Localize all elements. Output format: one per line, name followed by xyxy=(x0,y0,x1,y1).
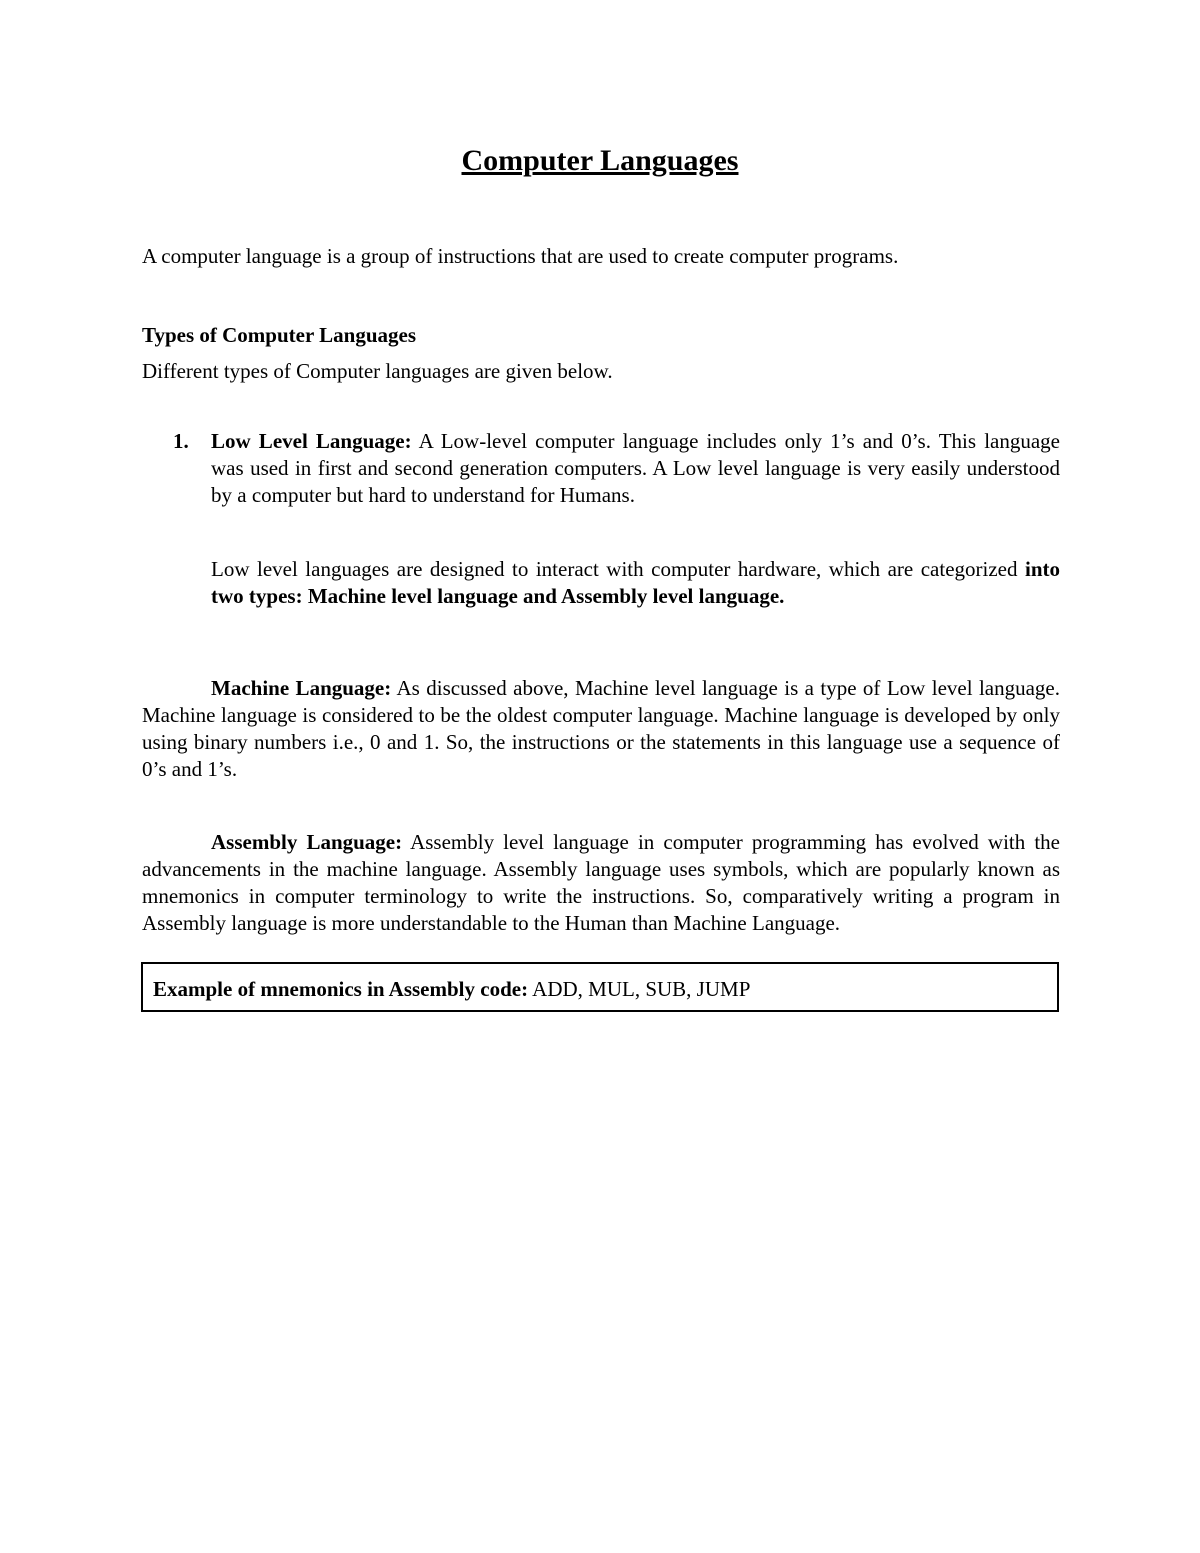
assembly-language-paragraph xyxy=(142,829,1060,937)
section-heading: Types of Computer Languages xyxy=(142,323,416,347)
example-box xyxy=(141,962,1059,1012)
machine-language-label: Machine Language: xyxy=(211,676,392,700)
example-text xyxy=(153,976,750,1003)
low-level-types-text: Low level languages are designed to interact with computer hardware, which are categorized xyxy=(211,557,1025,581)
low-level-text: A Low-level computer language includes only 1’s and 0’s. This language was used in first and second generation computers. A Low level language is very easily understood by a computer but hard to understand for Humans. xyxy=(211,429,1060,507)
machine-language-paragraph xyxy=(142,675,1060,783)
machine-language-text: As discussed above, Machine level language is a type of Low level language. Machine language is considered to be the oldest computer language. Machine language is developed by only using binary numbers i.e., 0 and 1. So, the instructions or the statements in this language use a sequence of 0’s and 1’s. xyxy=(142,676,1060,781)
list-number: 1. xyxy=(173,429,189,453)
low-level-paragraph xyxy=(211,428,1060,509)
intro-paragraph: A computer language is a group of instructions that are used to create computer programs. xyxy=(142,244,899,268)
example-values: ADD, MUL, SUB, JUMP xyxy=(528,977,751,1001)
low-level-label: Low Level Language: xyxy=(211,429,412,453)
example-label: Example of mnemonics in Assembly code: xyxy=(153,977,529,1001)
low-level-types-bold: into two types: Machine level language and Assembly level language. xyxy=(211,557,1060,608)
assembly-language-label: Assembly Language: xyxy=(211,830,403,854)
low-level-types-paragraph xyxy=(211,556,1060,610)
assembly-language-text: Assembly level language in computer programming has evolved with the advancements in the machine language. Assembly language uses symbols, which are popularly known as mnemonics in computer terminology to write the instructions. So, comparatively writing a program in Assembly language is more understandable to the Human than Machine Language. xyxy=(142,830,1060,935)
page-title: Computer Languages xyxy=(461,144,739,177)
section-intro: Different types of Computer languages are given below. xyxy=(142,359,613,383)
